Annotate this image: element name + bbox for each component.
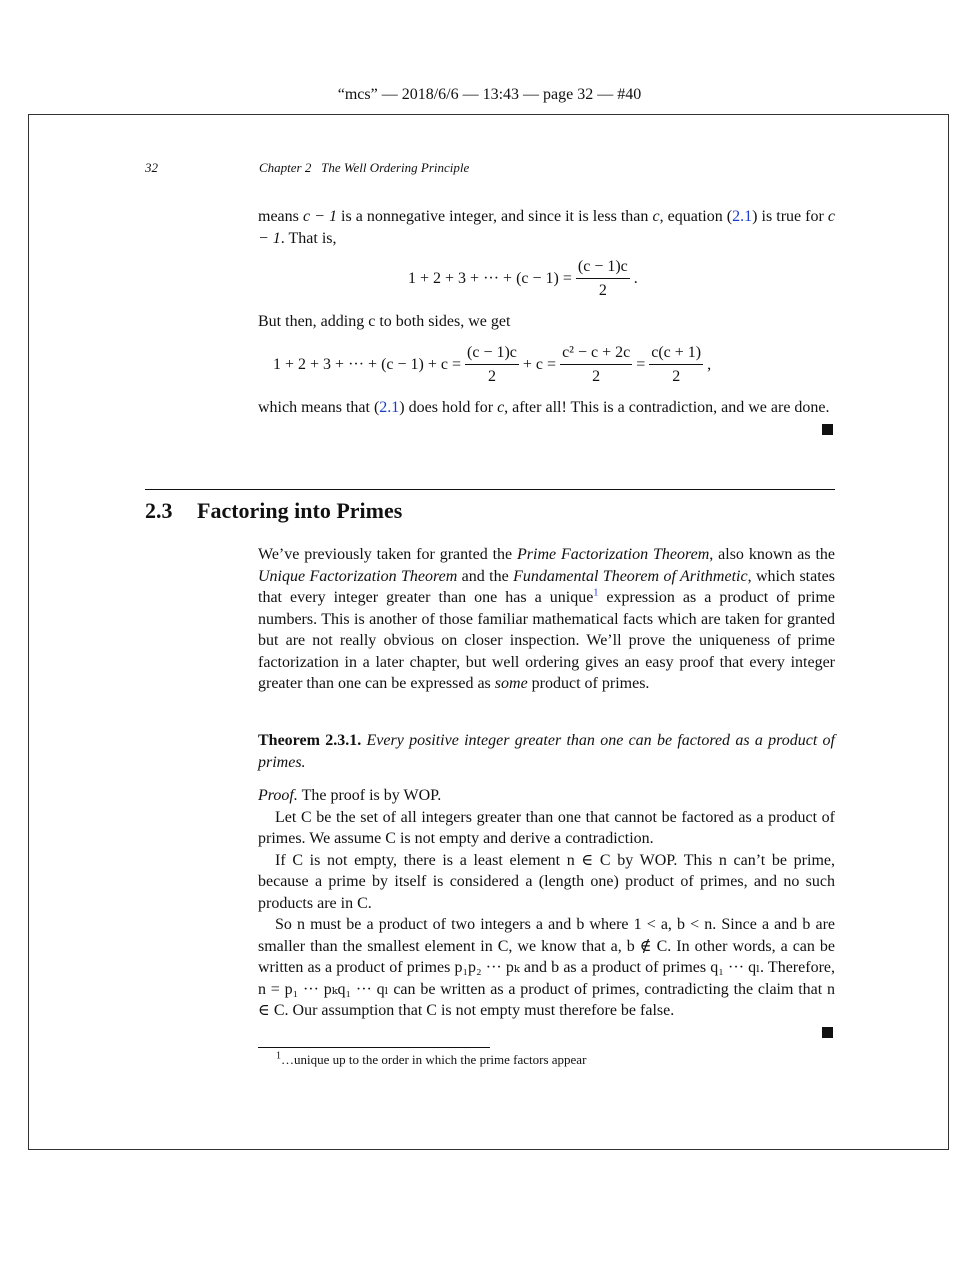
running-header: “mcs” — 2018/6/6 — 13:43 — page 32 — #40 bbox=[337, 86, 642, 103]
paragraph-intro: We’ve previously taken for granted the Prime Factorization Theorem, also known as the Unique Factorization Theorem and the Fundamental Theorem of Arithmetic, which states that every integer greater than one has a unique$^1$ expression as a product of prime numbers. This is another of those familiar mathematical facts which are taken for granted but are not really obvious on closer inspection. We’ll prove the uniqueness of prime factorization in a later chapter, but well ordering gives an easy proof that every integer greater than one can be expressed as some product of primes. bbox=[258, 546, 836, 692]
theorem bbox=[258, 730, 835, 773]
footnote-number: 1 bbox=[276, 1050, 281, 1062]
proof-paragraph: Let C be the set of all integers greater than one that cannot be factored as a product of primes. We assume C is not empty and derive a contradiction. bbox=[258, 808, 835, 847]
qed-box bbox=[822, 424, 833, 435]
section-rule bbox=[145, 489, 835, 490]
page-number: 32 bbox=[145, 160, 158, 175]
footnote-rule bbox=[258, 1047, 490, 1048]
paragraph-adding: But then, adding c to both sides, we get bbox=[258, 313, 511, 330]
chapter-header: Chapter 2 The Well Ordering Principle bbox=[259, 160, 470, 175]
proof: Proof. The proof is by WOP. Let C be the set of all integers greater than one that cannot be factored as a product of primes. We assume C is not empty and derive a contradiction. If C is not empty, there is a least element n ∈ C by WOP. This n can’t be prime, because a prime by itself is considered a (length one) product of primes, and no such products are in C. So n must be a product of two integers a and b where 1 < a, b < n. Since a and b are smaller than the smallest element in C, we know that a, b ∉ C. In other words, a can be written as a product of primes p₁p₂ ··· pₖ and b as a product of primes q₁ ··· qₗ. Therefore, n = p₁ ··· pₖq₁ ··· qₗ can be written as a product of primes, contradicting the claim that n ∈ C. Our assumption that C is not empty must therefore be false. bbox=[258, 785, 835, 1022]
equation-1: 1 + 2 + 3 + ··· + (c − 1) = $\frac{(c - 1)c}{2}$ . bbox=[408, 258, 638, 299]
section-heading bbox=[145, 498, 402, 524]
qed-box bbox=[822, 1027, 833, 1038]
proof-paragraph: So n must be a product of two integers a and b where 1 < a, b < n. Since a and b are smaller than the smallest element in C, we know that a, b ∉ C. In other words, a can be written as a product of primes p₁p₂ ··· pₖ and b as a product of primes q₁ ··· qₗ. Therefore, n = p₁ ··· pₖq₁ ··· qₗ can be written as a product of primes, contradicting the claim that n ∈ C. Our assumption that C is not empty must therefore be false. bbox=[258, 916, 835, 1019]
equation-ref-link[interactable]: 2.1 bbox=[379, 399, 400, 416]
paragraph-contradiction: means c − 1 is a nonnegative integer, and since it is less than c, equation (2.1) is true for c − 1. That is, bbox=[258, 208, 836, 247]
equation-2: 1 + 2 + 3 + ··· + (c − 1) + c = $\frac{(c - 1)c}{2}$ + c = $\frac{\text{c² − c + 2c}}{2}$ = $\frac{c(c + 1)}{2}$ , bbox=[273, 344, 712, 385]
proof-label: Proof. bbox=[258, 787, 298, 804]
section-number: 2.3 bbox=[145, 498, 173, 523]
section-title: Factoring into Primes bbox=[197, 498, 403, 523]
footnote: $^1$…unique up to the order in which the prime factors appear bbox=[276, 1050, 587, 1067]
theorem-label: Theorem 2.3.1. bbox=[258, 732, 362, 749]
footnote-marker[interactable]: 1 bbox=[593, 587, 599, 599]
proof-paragraph: If C is not empty, there is a least element n ∈ C by WOP. This n can’t be prime, because a prime by itself is considered a (length one) product of primes, and no such products are in C. bbox=[258, 851, 835, 912]
equation-ref-link[interactable]: 2.1 bbox=[732, 208, 753, 225]
theorem-text: Every positive integer greater than one can be factored as a product of primes. bbox=[258, 732, 836, 771]
paragraph-conclusion: which means that (2.1) does hold for c, after all! This is a contradiction, and we are done. bbox=[258, 399, 830, 416]
